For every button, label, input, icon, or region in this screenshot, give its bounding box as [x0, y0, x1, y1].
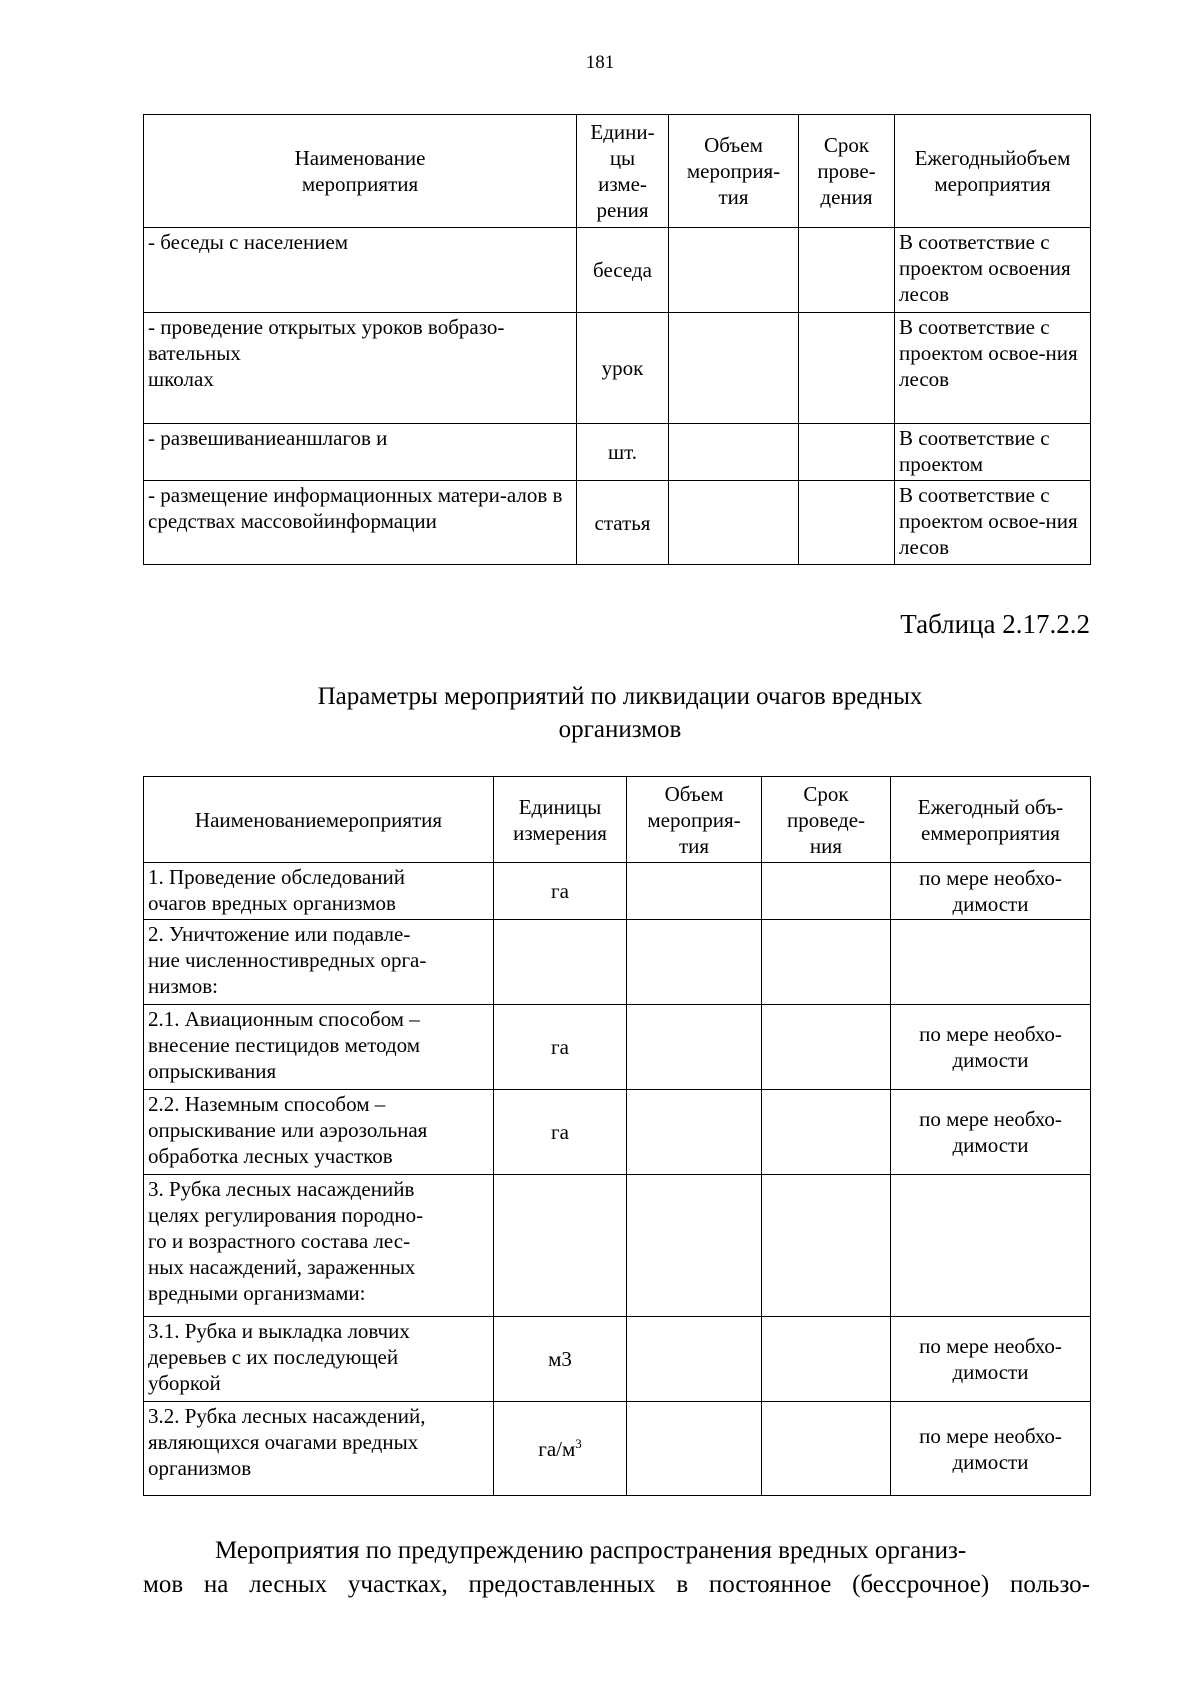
- cell-unit: урок: [577, 313, 669, 424]
- cell-annual: по мере необхо- димости: [891, 1317, 1091, 1402]
- cell-unit: м3: [494, 1317, 627, 1402]
- cell-unit: га: [494, 1090, 627, 1175]
- cell-volume: [627, 863, 762, 920]
- cell-term: [762, 920, 891, 1005]
- header-volume: Объем мероприя- тия: [627, 777, 762, 863]
- pest-measures-table: [143, 776, 1091, 1496]
- cell-unit: [494, 1402, 627, 1496]
- cell-annual: [891, 920, 1091, 1005]
- table-row: [144, 228, 1091, 313]
- header-term: Срок проведе- ния: [762, 777, 891, 863]
- cell-name: 3.1. Рубка и выкладка ловчих деревьев с их последующей уборкой: [144, 1317, 494, 1402]
- cell-name: - беседы с населением: [144, 228, 577, 313]
- table-title-line: Параметры мероприятий по ликвидации очагов вредных: [317, 683, 923, 710]
- table-row: [144, 1090, 1091, 1175]
- cell-name: 3. Рубка лесных насажденийв целях регулирования породно- го и возрастного состава лес- ных насаждений, зараженных вредными организмами:: [144, 1175, 494, 1317]
- cell-volume: [627, 1175, 762, 1317]
- cell-term: [762, 1090, 891, 1175]
- cell-unit: [494, 920, 627, 1005]
- cell-term: [799, 481, 895, 565]
- cell-name: 2.1. Авиационным способом – внесение пестицидов методом опрыскивания: [144, 1005, 494, 1090]
- cell-annual: по мере необхо- димости: [891, 863, 1091, 920]
- cell-name: 2.2. Наземным способом – опрыскивание или аэрозольная обработка лесных участков: [144, 1090, 494, 1175]
- outreach-table: [143, 114, 1091, 565]
- cell-annual: по мере необхо- димости: [891, 1402, 1091, 1496]
- cell-term: [762, 863, 891, 920]
- cell-volume: [669, 313, 799, 424]
- cell-name: 3.2. Рубка лесных насаждений, являющихся очагами вредных организмов: [144, 1402, 494, 1496]
- header-annual: Ежегодныйобъем мероприятия: [895, 115, 1091, 228]
- cell-term: [762, 1005, 891, 1090]
- cell-volume: [669, 481, 799, 565]
- cell-unit: га: [494, 863, 627, 920]
- table-row: [144, 1175, 1091, 1317]
- cell-volume: [627, 1005, 762, 1090]
- cell-name: 2. Уничтожение или подавле- ние численностивредных орга- низмов:: [144, 920, 494, 1005]
- table-row: [144, 481, 1091, 565]
- page-number: 181: [585, 52, 615, 73]
- header-name: Наименование мероприятия: [144, 115, 577, 228]
- table-row: [144, 863, 1091, 920]
- cell-unit: беседа: [577, 228, 669, 313]
- table-number: Таблица 2.17.2.2: [900, 609, 1090, 639]
- cell-term: [762, 1317, 891, 1402]
- header-term: Срок прове- дения: [799, 115, 895, 228]
- header-annual: Ежегодный объ- еммероприятия: [891, 777, 1091, 863]
- cell-term: [762, 1175, 891, 1317]
- cell-volume: [627, 1317, 762, 1402]
- table-row: [144, 313, 1091, 424]
- unit-superscript: 3: [575, 1435, 582, 1451]
- paragraph-line: мов на лесных участках, предоставленных в постоянное (бессрочное) пользо-: [143, 1571, 1090, 1598]
- cell-volume: [669, 228, 799, 313]
- cell-annual: [891, 1175, 1091, 1317]
- header-unit: Единицы измерения: [494, 777, 627, 863]
- cell-term: [799, 424, 895, 481]
- table-row: [144, 920, 1091, 1005]
- cell-volume: [627, 1090, 762, 1175]
- cell-annual: В соответствие с проектом освое-ния лесов: [895, 313, 1091, 424]
- cell-name: 1. Проведение обследований очагов вредных организмов: [144, 863, 494, 920]
- paragraph-line: Мероприятия по предупреждению распространения вредных организ-: [215, 1537, 967, 1564]
- cell-term: [799, 228, 895, 313]
- table-header-row: [144, 777, 1091, 863]
- cell-term: [762, 1402, 891, 1496]
- cell-annual: В соответствие с проектом освоения лесов: [895, 228, 1091, 313]
- cell-volume: [627, 920, 762, 1005]
- cell-annual: по мере необхо- димости: [891, 1005, 1091, 1090]
- table-title: [0, 680, 1200, 746]
- table-row: [144, 1005, 1091, 1090]
- cell-term: [799, 313, 895, 424]
- cell-unit: шт.: [577, 424, 669, 481]
- cell-unit: статья: [577, 481, 669, 565]
- cell-name: - развешиваниеаншлагов и: [144, 424, 577, 481]
- cell-annual: по мере необхо- димости: [891, 1090, 1091, 1175]
- header-volume: Объем мероприя- тия: [669, 115, 799, 228]
- cell-unit: га: [494, 1005, 627, 1090]
- table-header-row: [144, 115, 1091, 228]
- cell-name: - проведение открытых уроков вобразо- вательных школах: [144, 313, 577, 424]
- table-row: [144, 1317, 1091, 1402]
- header-name: Наименованиемероприятия: [144, 777, 494, 863]
- cell-volume: [669, 424, 799, 481]
- table-title-line: организмов: [558, 716, 682, 743]
- cell-annual: В соответствие с проектом освое-ния лесов: [895, 481, 1091, 565]
- cell-unit: [494, 1175, 627, 1317]
- cell-volume: [627, 1402, 762, 1496]
- header-unit: Едини- цы изме- рения: [577, 115, 669, 228]
- table-row: [144, 424, 1091, 481]
- cell-name: - размещение информационных матери-алов в средствах массовойинформации: [144, 481, 577, 565]
- unit-base: га/м: [538, 1436, 576, 1461]
- table-row: [144, 1402, 1091, 1496]
- cell-annual: В соответствие с проектом: [895, 424, 1091, 481]
